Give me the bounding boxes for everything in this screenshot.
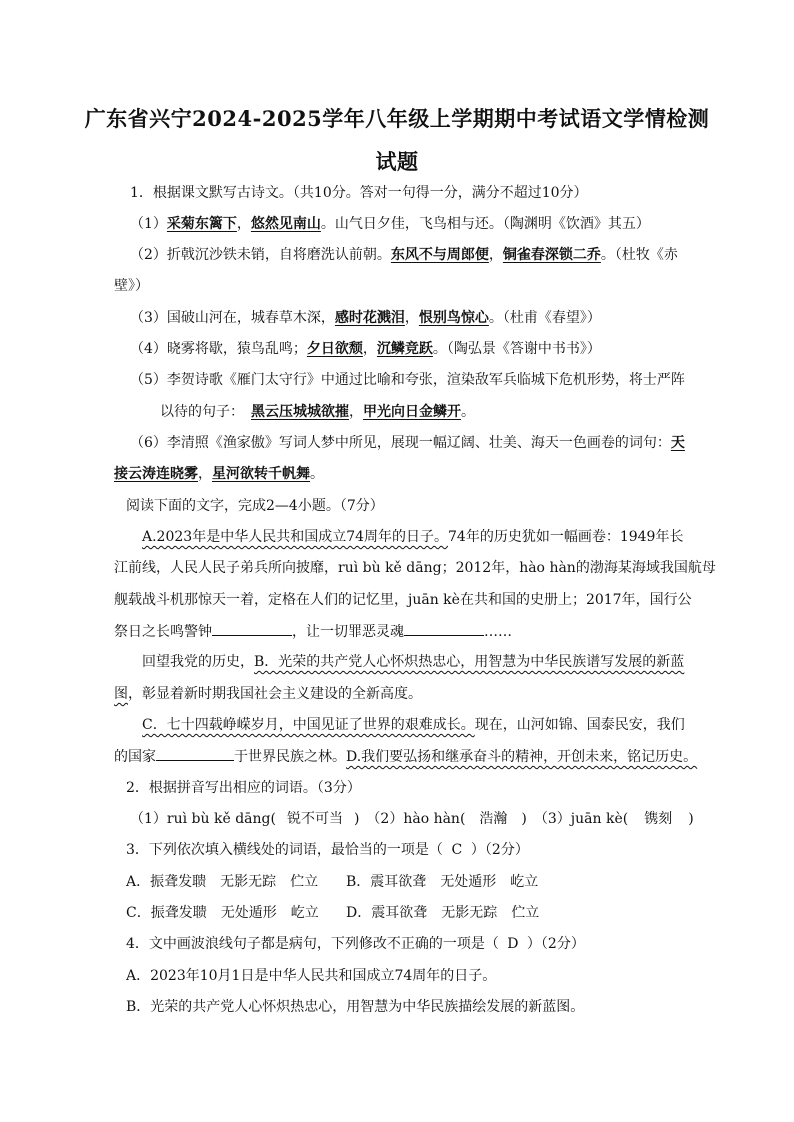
q4-points: ）（2分） [526,936,585,952]
answer-text: 天 [670,435,685,451]
item-tail: 。（杜甫《春望》） [488,310,601,326]
q3-points: ）（2分） [470,842,529,858]
page-title: 广东省兴宁2024-2025学年八年级上学期期中考试语文学情检测 [84,106,710,131]
q1-stem: 1．根据课文默写古诗文。（共10分。答对一句得一分，满分不超过10分） [130,185,588,201]
passage-line: 舰载战斗机那惊天一着，定格在人们的记忆里，juān kè在共和国的史册上；2017年，国行公 [114,592,692,608]
answer-text: 黑云压城城欲摧 [251,404,349,420]
passage-text: 祭日之长鸣警钟 [114,624,212,640]
fill-blank-3[interactable] [156,746,234,761]
q4-option-b[interactable]: B．光荣的共产党人心怀炽热忠心，用智慧为中华民族描绘发展的新蓝图。 [126,999,585,1015]
item-head: （6）李清照《渔家傲》写词人梦中所见，展现一幅辽阔、壮美、海天一色画卷的词句： [130,435,671,451]
q1-item-6-cont [114,464,324,484]
passage-line [142,527,683,547]
q2-paren: ) [353,811,360,827]
item-head: （4）晓雾将歇，猿鸟乱鸣； [130,341,307,357]
item-tail: 。（陶弘景《答谢中书书》） [432,341,601,357]
q3-option-a[interactable]: A．振聋发聩 无影无踪 伫立 [126,874,319,890]
item-tail: 。（杜牧《赤 [600,247,678,263]
passage-text: ，让一切罪恶灵魂 [292,624,404,640]
q1-item-2-cont: 壁》） [114,278,149,294]
item-tail: 。 [461,404,475,420]
q4-answer: D [507,936,519,952]
q2-paren: ) [688,811,694,827]
q3-question: 3．下列依次填入横线处的词语，最恰当的一项是（ [126,842,443,858]
passage-line [114,684,422,704]
punct: ， [349,404,363,420]
answer-text: 悠然见南山 [250,216,321,232]
answer-text: 夕日欲颓 [306,341,363,357]
answer-text: 沉鳞竞跃 [376,341,433,357]
wavy-sentence-d: D.我们要弘扬和继承奋斗的精神，开创未来，铭记历史。 [346,749,698,765]
page-title-cont: 试题 [375,149,419,174]
q2-answer-3: 镌刻 [644,811,673,827]
answer-text: 恨别鸟惊心 [418,310,489,326]
q4-question: 4．文中画波浪线句子都是病句，下列修改不正确的一项是（ [126,936,499,952]
q4-stem [126,934,585,954]
q2-stem: 2．根据拼音写出相应的词语。（3分） [126,780,361,796]
answer-text: 星河欲转千帆舞 [212,466,310,482]
passage-text: 74年的历史犹如一幅画卷：1949年长 [448,529,684,545]
wavy-sentence-a: A.2023年是中华人民共和国成立74周年的日子。 [142,529,449,545]
passage-text: 的国家 [114,749,156,765]
q3-stem [126,840,529,860]
q4-option-a[interactable]: A．2023年10月1日是中华人民共和国成立74周年的日子。 [126,968,497,984]
punct: ， [236,216,251,232]
q3-answer: C [451,842,463,858]
q1-item-4 [130,339,601,359]
fill-blank-2[interactable] [404,621,484,636]
q1-item-1 [130,214,650,234]
item-tail: 。 [310,466,324,482]
item-number: （1） [130,216,167,232]
passage-text: …… [484,624,512,640]
fill-blank-1[interactable] [212,621,292,636]
answer-text: 甲光向日金鳞开 [363,404,461,420]
q3-option-d[interactable]: D．震耳欲聋 无影无踪 伫立 [346,905,540,921]
answer-text: 感时花溅泪 [334,310,405,326]
item-head: （3）国破山河在，城春草木深， [130,310,335,326]
q2-answer-1: 锐不可当 [286,811,343,827]
q2-paren: ) [521,811,527,827]
wavy-sentence-b-cont: 图 [114,686,128,702]
passage-text: ，彰显着新时期我国社会主义建设的全新高度。 [128,686,422,702]
q2-pinyin: （1）ruì bù kě dāng( [130,811,276,827]
item-head: 以待的句子： [160,404,237,420]
q1-item-2 [130,245,678,265]
q1-item-6 [130,433,685,453]
answer-text: 铜雀春深锁二乔 [502,247,601,263]
wavy-sentence-b: B．光荣的共产党人心怀炽热忠心，用智慧为中华民族谱写发展的新蓝 [254,654,685,670]
q1-item-5-cont [160,402,475,422]
q3-option-b[interactable]: B．震耳欲聋 无处遁形 屹立 [346,874,539,890]
passage-line [142,652,684,672]
answer-text: 采菊东篱下 [166,216,237,232]
item-head: （2）折戟沉沙铁未销，自将磨洗认前朝。 [130,247,391,263]
punct: ， [488,247,503,263]
q3-option-c[interactable]: C．振聋发聩 无处遁形 屹立 [126,905,319,921]
passage-line: 江前线，人民人民子弟兵所向披靡，ruì bù kě dāng；2012年，hào hàn的渤海某海域我国航母 [114,560,716,576]
passage-text: 现在，山河如锦、国泰民安，我们 [474,717,685,733]
passage-line [114,621,512,642]
passage-line [114,746,697,767]
q1-item-5: （5）李贺诗歌《雁门太守行》中通过比喻和夸张，渲染敌军兵临城下危机形势，将士严阵 [130,372,685,388]
passage-text: 于世界民族之林。 [234,749,346,765]
reading-intro: 阅读下面的文字，完成2—4小题。（7分） [126,498,384,514]
answer-text: 接云涛连晓雾 [114,466,198,482]
item-tail: 。山气日夕佳，飞鸟相与还。（陶渊明《饮酒》其五） [320,216,650,232]
q1-item-3 [130,308,601,328]
q2-answers [130,809,694,829]
punct: ， [362,341,377,357]
punct: ， [198,466,212,482]
wavy-sentence-c: C．七十四载峥嵘岁月，中国见证了世界的艰难成长。 [142,717,475,733]
q2-pinyin: （2）hào hàn( [373,811,466,827]
passage-line [142,715,685,735]
q2-pinyin: （3）juān kè( [540,811,629,827]
q2-answer-2: 浩瀚 [479,811,508,827]
punct: ， [404,310,419,326]
passage-text: 回望我党的历史， [142,654,254,670]
answer-text: 东风不与周郎便 [390,247,489,263]
